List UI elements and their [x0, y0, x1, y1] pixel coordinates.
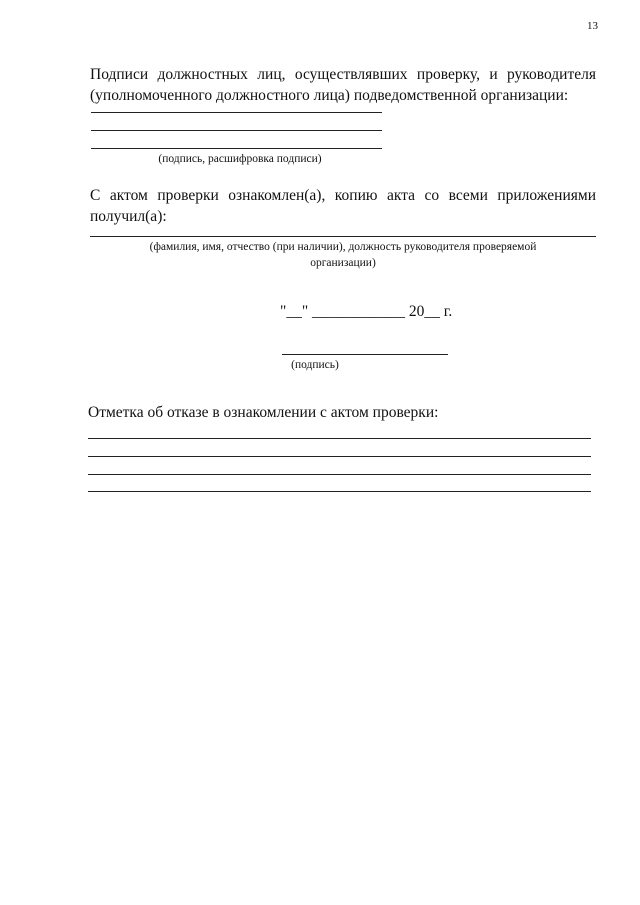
signature-line-2 — [91, 130, 382, 131]
acquaintance-name-line — [90, 236, 596, 237]
acquaintance-caption-line-2: организации) — [310, 257, 376, 269]
signature-line-1 — [91, 112, 382, 113]
refusal-line-2 — [88, 456, 591, 457]
refusal-line-3 — [88, 474, 591, 475]
signature-line-3 — [91, 148, 382, 149]
signature-line — [282, 354, 448, 355]
refusal-line-4 — [88, 491, 591, 492]
acquaintance-paragraph: С актом проверки ознакомлен(а), копию акта со всеми приложениями получил(а): — [90, 187, 596, 225]
refusal-paragraph: Отметка об отказе в ознакомлении с актом проверки: — [88, 404, 439, 421]
signature-caption: (подпись) — [291, 359, 339, 371]
signatures-paragraph: Подписи должностных лиц, осуществлявших проверку, и руководителя (уполномоченного должностного лица) подведомственной организации: — [90, 66, 596, 104]
date-field: "__" ____________ 20__ г. — [280, 303, 453, 320]
refusal-line-1 — [88, 438, 591, 439]
signatures-caption: (подпись, расшифровка подписи) — [158, 153, 322, 165]
acquaintance-caption-line-1: (фамилия, имя, отчество (при наличии), должность руководителя проверяемой — [149, 241, 537, 253]
page-number: 13 — [587, 20, 598, 32]
